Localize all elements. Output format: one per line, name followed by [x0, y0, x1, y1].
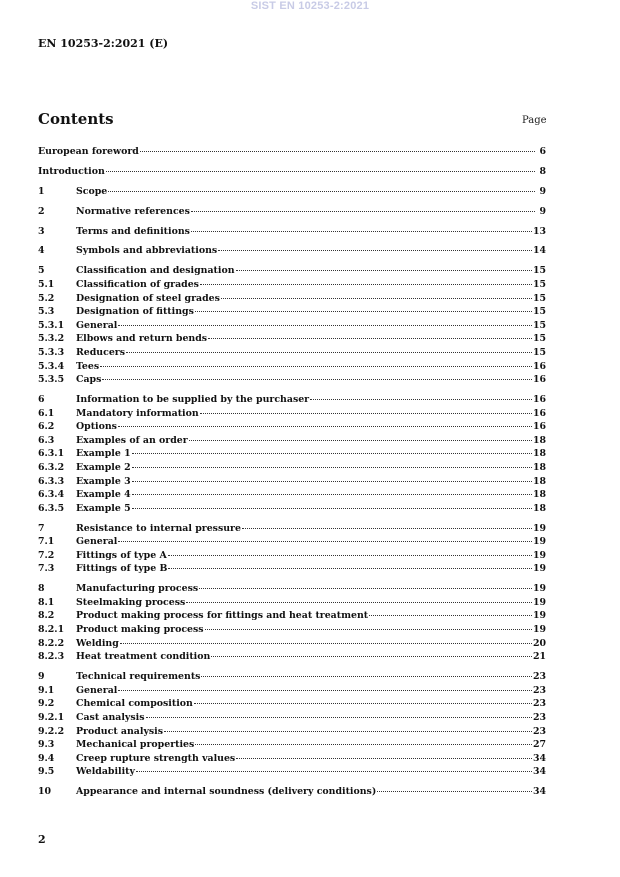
toc-entry-number: 7.3	[38, 563, 55, 575]
toc-entry-page: 23	[532, 684, 546, 696]
dot-leader	[108, 191, 535, 192]
toc-entry-number: 7.1	[38, 536, 55, 548]
toc-entry-title: Designation of fittings	[76, 306, 194, 318]
toc-entry[interactable]	[38, 264, 546, 278]
dot-leader	[201, 676, 532, 677]
dot-leader	[236, 270, 532, 271]
dot-leader	[208, 338, 532, 339]
toc-entry[interactable]	[38, 670, 546, 684]
toc-entry[interactable]	[38, 502, 546, 516]
toc-entry-page: 23	[532, 711, 546, 723]
toc-entry-page: 16	[532, 360, 546, 372]
toc-entry-title: Product analysis	[76, 725, 164, 737]
toc-entry-title: Fittings of type A	[76, 549, 167, 561]
dot-leader	[106, 171, 535, 172]
toc-entry[interactable]	[38, 185, 546, 199]
toc-entry[interactable]	[38, 609, 546, 623]
toc-entry-title: Weldability	[76, 766, 135, 778]
toc-entry-title: Product making process	[76, 624, 204, 636]
toc-entry-title: Resistance to internal pressure	[76, 522, 241, 534]
toc-entry-number: 5	[38, 265, 45, 277]
toc-entry[interactable]	[38, 205, 546, 219]
toc-entry[interactable]	[38, 420, 546, 434]
toc-entry-title: European foreword	[38, 146, 139, 157]
toc-entry-page: 15	[532, 319, 546, 331]
toc-entry-number: 5.2	[38, 292, 55, 304]
toc-entry-page: 23	[532, 698, 546, 710]
page-number: 2	[38, 833, 46, 846]
toc-entry[interactable]	[38, 393, 546, 407]
toc-entry-page: 18	[532, 502, 546, 514]
toc-entry-page: 18	[532, 448, 546, 460]
dot-leader	[310, 399, 532, 400]
toc-entry-number: 8.2.1	[38, 624, 65, 636]
toc-entry-title: Example 3	[76, 475, 131, 487]
toc-entry-title: Cast analysis	[76, 711, 145, 723]
dot-leader	[132, 453, 532, 454]
toc-entry[interactable]	[38, 407, 546, 421]
toc-entry-title: Normative references	[76, 205, 190, 217]
toc-entry-page: 21	[532, 651, 546, 663]
toc-entry-title: Fittings of type B	[76, 563, 168, 575]
document-id: EN 10253-2:2021 (E)	[38, 37, 169, 50]
toc-entry-number: 5.3.5	[38, 374, 65, 386]
toc-entry-number: 9.3	[38, 739, 55, 751]
dot-leader	[100, 366, 532, 367]
dot-leader	[186, 602, 532, 603]
toc-entry-title: General	[76, 536, 118, 548]
toc-entry[interactable]	[38, 697, 546, 711]
toc-entry-number: 9.2.1	[38, 711, 65, 723]
dot-leader	[132, 467, 532, 468]
toc-entry-page: 19	[532, 596, 546, 608]
toc-entry[interactable]	[38, 765, 546, 779]
toc-entry-page: 8	[539, 165, 546, 177]
toc-entry-page: 15	[532, 292, 546, 304]
toc-entry-title: Introduction	[38, 165, 105, 177]
dot-leader	[199, 588, 532, 589]
dot-leader	[146, 717, 532, 718]
dot-leader	[126, 352, 532, 353]
toc-entry-title: General	[76, 319, 118, 331]
toc-entry-title: Welding	[76, 637, 119, 649]
toc-entry-title: Appearance and internal soundness (delivery conditions)	[76, 786, 377, 798]
toc-entry-page: 16	[532, 393, 546, 405]
dot-leader	[118, 541, 532, 542]
toc-entry[interactable]	[38, 637, 546, 651]
toc-entry[interactable]	[38, 346, 546, 360]
dot-leader	[211, 656, 532, 657]
toc-entry-number: 9.5	[38, 766, 55, 778]
toc-entry-title: Terms and definitions	[76, 225, 190, 237]
dot-leader	[369, 615, 532, 616]
toc-entry-title: Steelmaking process	[76, 596, 186, 608]
dot-leader	[205, 629, 532, 630]
toc-entry[interactable]	[38, 522, 546, 536]
dot-leader	[136, 771, 532, 772]
toc-entry-number: 6.3.3	[38, 475, 65, 487]
toc-entry-page: 15	[532, 346, 546, 358]
dot-leader	[200, 413, 532, 414]
toc-entry-page: 18	[532, 489, 546, 501]
toc-entry-number: 8.1	[38, 596, 55, 608]
toc-entry[interactable]	[38, 447, 546, 461]
dot-leader	[168, 555, 532, 556]
dot-leader	[194, 703, 532, 704]
dot-leader	[200, 284, 532, 285]
toc-entry-page: 23	[532, 671, 546, 683]
toc-entry[interactable]	[38, 225, 546, 239]
watermark: SIST EN 10253-2:2021	[250, 0, 370, 12]
toc-entry-page: 16	[532, 374, 546, 386]
toc-entry-title: Scope	[76, 185, 108, 197]
dot-leader	[164, 731, 532, 732]
toc-entry-title: Example 5	[76, 502, 131, 514]
toc-entry[interactable]	[38, 596, 546, 610]
toc-entry[interactable]	[38, 711, 546, 725]
contents-heading: Contents	[38, 110, 114, 128]
toc-entry-number: 8.2.2	[38, 637, 65, 649]
toc-entry-title: Mechanical properties	[76, 739, 195, 751]
toc-entry-title: Example 2	[76, 461, 131, 473]
toc-entry-number: 5.3	[38, 306, 55, 318]
toc-entry-number: 9.1	[38, 684, 55, 696]
toc-entry[interactable]	[38, 332, 546, 346]
toc-entry-title: Options	[76, 421, 117, 433]
toc-entry-page: 14	[532, 245, 546, 257]
dot-leader	[195, 311, 532, 312]
toc-entry-title: Examples of an order	[76, 434, 188, 446]
toc-entry-title: Manufacturing process	[76, 583, 199, 595]
toc-entry-number: 5.3.2	[38, 333, 65, 345]
toc-entry-page: 27	[532, 739, 546, 751]
toc-entry-title: Example 4	[76, 489, 131, 501]
toc-entry-title: Classification of grades	[76, 278, 199, 290]
toc-entry[interactable]	[38, 582, 546, 596]
toc-entry-number: 8.2	[38, 610, 55, 622]
dot-leader	[191, 211, 535, 212]
toc-entry-number: 6.3.4	[38, 489, 65, 501]
toc-entry-number: 5.3.3	[38, 346, 65, 358]
toc-entry[interactable]	[38, 305, 546, 319]
toc-entry-number: 1	[38, 185, 45, 197]
toc-entry-page: 34	[532, 766, 546, 778]
toc-entry-number: 8	[38, 583, 45, 595]
toc-entry-page: 9	[539, 205, 546, 217]
toc-entry-number: 5.3.1	[38, 319, 65, 331]
toc-entry-number: 9	[38, 671, 45, 683]
dot-leader	[242, 528, 532, 529]
toc-entry-number: 10	[38, 786, 52, 798]
toc-entry[interactable]	[38, 684, 546, 698]
toc-entry[interactable]	[38, 475, 546, 489]
toc-entry-number: 9.4	[38, 752, 55, 764]
toc-entry-page: 34	[532, 752, 546, 764]
toc-entry-page: 15	[532, 265, 546, 277]
toc-entry[interactable]	[38, 785, 546, 799]
toc-entry-title: Tees	[76, 360, 100, 372]
toc-entry-number: 5.1	[38, 278, 55, 290]
toc-entry-number: 7.2	[38, 549, 55, 561]
toc-entry-title: Symbols and abbreviations	[76, 245, 218, 257]
dot-leader	[218, 250, 532, 251]
toc-entry-page: 19	[532, 536, 546, 548]
toc-entry[interactable]	[38, 373, 546, 387]
dot-leader	[132, 481, 532, 482]
toc-entry[interactable]	[38, 752, 546, 766]
toc-entry-page: 16	[532, 421, 546, 433]
dot-leader	[118, 325, 532, 326]
toc-entry-page: 23	[532, 725, 546, 737]
toc-entry[interactable]	[38, 244, 546, 258]
dot-leader	[140, 151, 535, 152]
dot-leader	[189, 440, 532, 441]
toc-entry-number: 8.2.3	[38, 651, 65, 663]
toc-entry-number: 6.2	[38, 421, 55, 433]
toc-entry-title: Product making process for fittings and heat treatment	[76, 610, 369, 622]
toc-entry-page: 15	[532, 306, 546, 318]
dot-leader	[236, 758, 532, 759]
dot-leader	[168, 568, 532, 569]
toc-entry-number: 9.2	[38, 698, 55, 710]
dot-leader	[191, 231, 532, 232]
toc-entry-page: 19	[532, 522, 546, 534]
toc-entry-number: 6	[38, 393, 45, 405]
toc-entry-page: 15	[532, 333, 546, 345]
toc-entry[interactable]	[38, 738, 546, 752]
dot-leader	[377, 791, 532, 792]
toc-entry-number: 6.3	[38, 434, 55, 446]
toc-entry-page: 6	[539, 146, 546, 157]
toc-entry-page: 34	[532, 786, 546, 798]
toc-entry-page: 19	[532, 583, 546, 595]
toc-entry-page: 18	[532, 475, 546, 487]
page-column-label: Page	[522, 115, 547, 126]
toc-entry-page: 9	[539, 185, 546, 197]
toc-entry-page: 19	[532, 549, 546, 561]
toc-entry-page: 19	[532, 563, 546, 575]
toc-entry-page: 19	[532, 624, 546, 636]
toc-entry-title: Information to be supplied by the purchaser	[76, 393, 310, 405]
dot-leader	[132, 508, 532, 509]
dot-leader	[195, 744, 532, 745]
toc-entry[interactable]	[38, 725, 546, 739]
toc-entry-page: 19	[532, 610, 546, 622]
toc-entry-number: 2	[38, 205, 45, 217]
toc-entry[interactable]	[38, 319, 546, 333]
toc-entry-number: 6.1	[38, 407, 55, 419]
table-of-contents	[38, 145, 546, 799]
toc-entry[interactable]	[38, 434, 546, 448]
toc-entry-title: Heat treatment condition	[76, 651, 211, 663]
toc-entry-title: Example 1	[76, 448, 131, 460]
toc-entry-title: Elbows and return bends	[76, 333, 208, 345]
toc-entry-title: Mandatory information	[76, 407, 199, 419]
toc-entry[interactable]	[38, 292, 546, 306]
toc-entry[interactable]	[38, 549, 546, 563]
toc-entry[interactable]	[38, 165, 546, 179]
toc-entry-title: Reducers	[76, 346, 126, 358]
toc-entry-title: Technical requirements	[76, 671, 201, 683]
toc-entry-number: 9.2.2	[38, 725, 65, 737]
toc-entry-page: 13	[532, 225, 546, 237]
toc-entry[interactable]	[38, 461, 546, 475]
toc-entry-page: 16	[532, 407, 546, 419]
toc-entry-number: 4	[38, 245, 45, 257]
toc-entry[interactable]	[38, 562, 546, 576]
toc-entry-number: 6.3.5	[38, 502, 65, 514]
toc-entry-number: 6.3.2	[38, 461, 65, 473]
toc-entry-title: Caps	[76, 374, 102, 386]
toc-entry-page: 18	[532, 461, 546, 473]
toc-entry-number: 5.3.4	[38, 360, 65, 372]
toc-entry[interactable]	[38, 623, 546, 637]
toc-entry-number: 3	[38, 225, 45, 237]
dot-leader	[221, 298, 532, 299]
toc-entry[interactable]	[38, 145, 546, 159]
toc-entry[interactable]	[38, 488, 546, 502]
toc-entry[interactable]	[38, 535, 546, 549]
dot-leader	[132, 494, 532, 495]
toc-entry-title: Classification and designation	[76, 265, 235, 277]
toc-entry-page: 18	[532, 434, 546, 446]
toc-entry-title: Designation of steel grades	[76, 292, 220, 304]
toc-entry-page: 15	[532, 278, 546, 290]
toc-entry[interactable]	[38, 650, 546, 664]
toc-entry-number: 7	[38, 522, 45, 534]
dot-leader	[118, 426, 532, 427]
toc-entry-title: Chemical composition	[76, 698, 193, 710]
toc-entry-title: Creep rupture strength values	[76, 752, 236, 764]
toc-entry-title: General	[76, 684, 118, 696]
toc-entry[interactable]	[38, 278, 546, 292]
toc-entry[interactable]	[38, 360, 546, 374]
toc-entry-page: 20	[532, 637, 546, 649]
dot-leader	[120, 643, 532, 644]
dot-leader	[102, 379, 532, 380]
toc-entry-number: 6.3.1	[38, 448, 65, 460]
dot-leader	[118, 690, 532, 691]
